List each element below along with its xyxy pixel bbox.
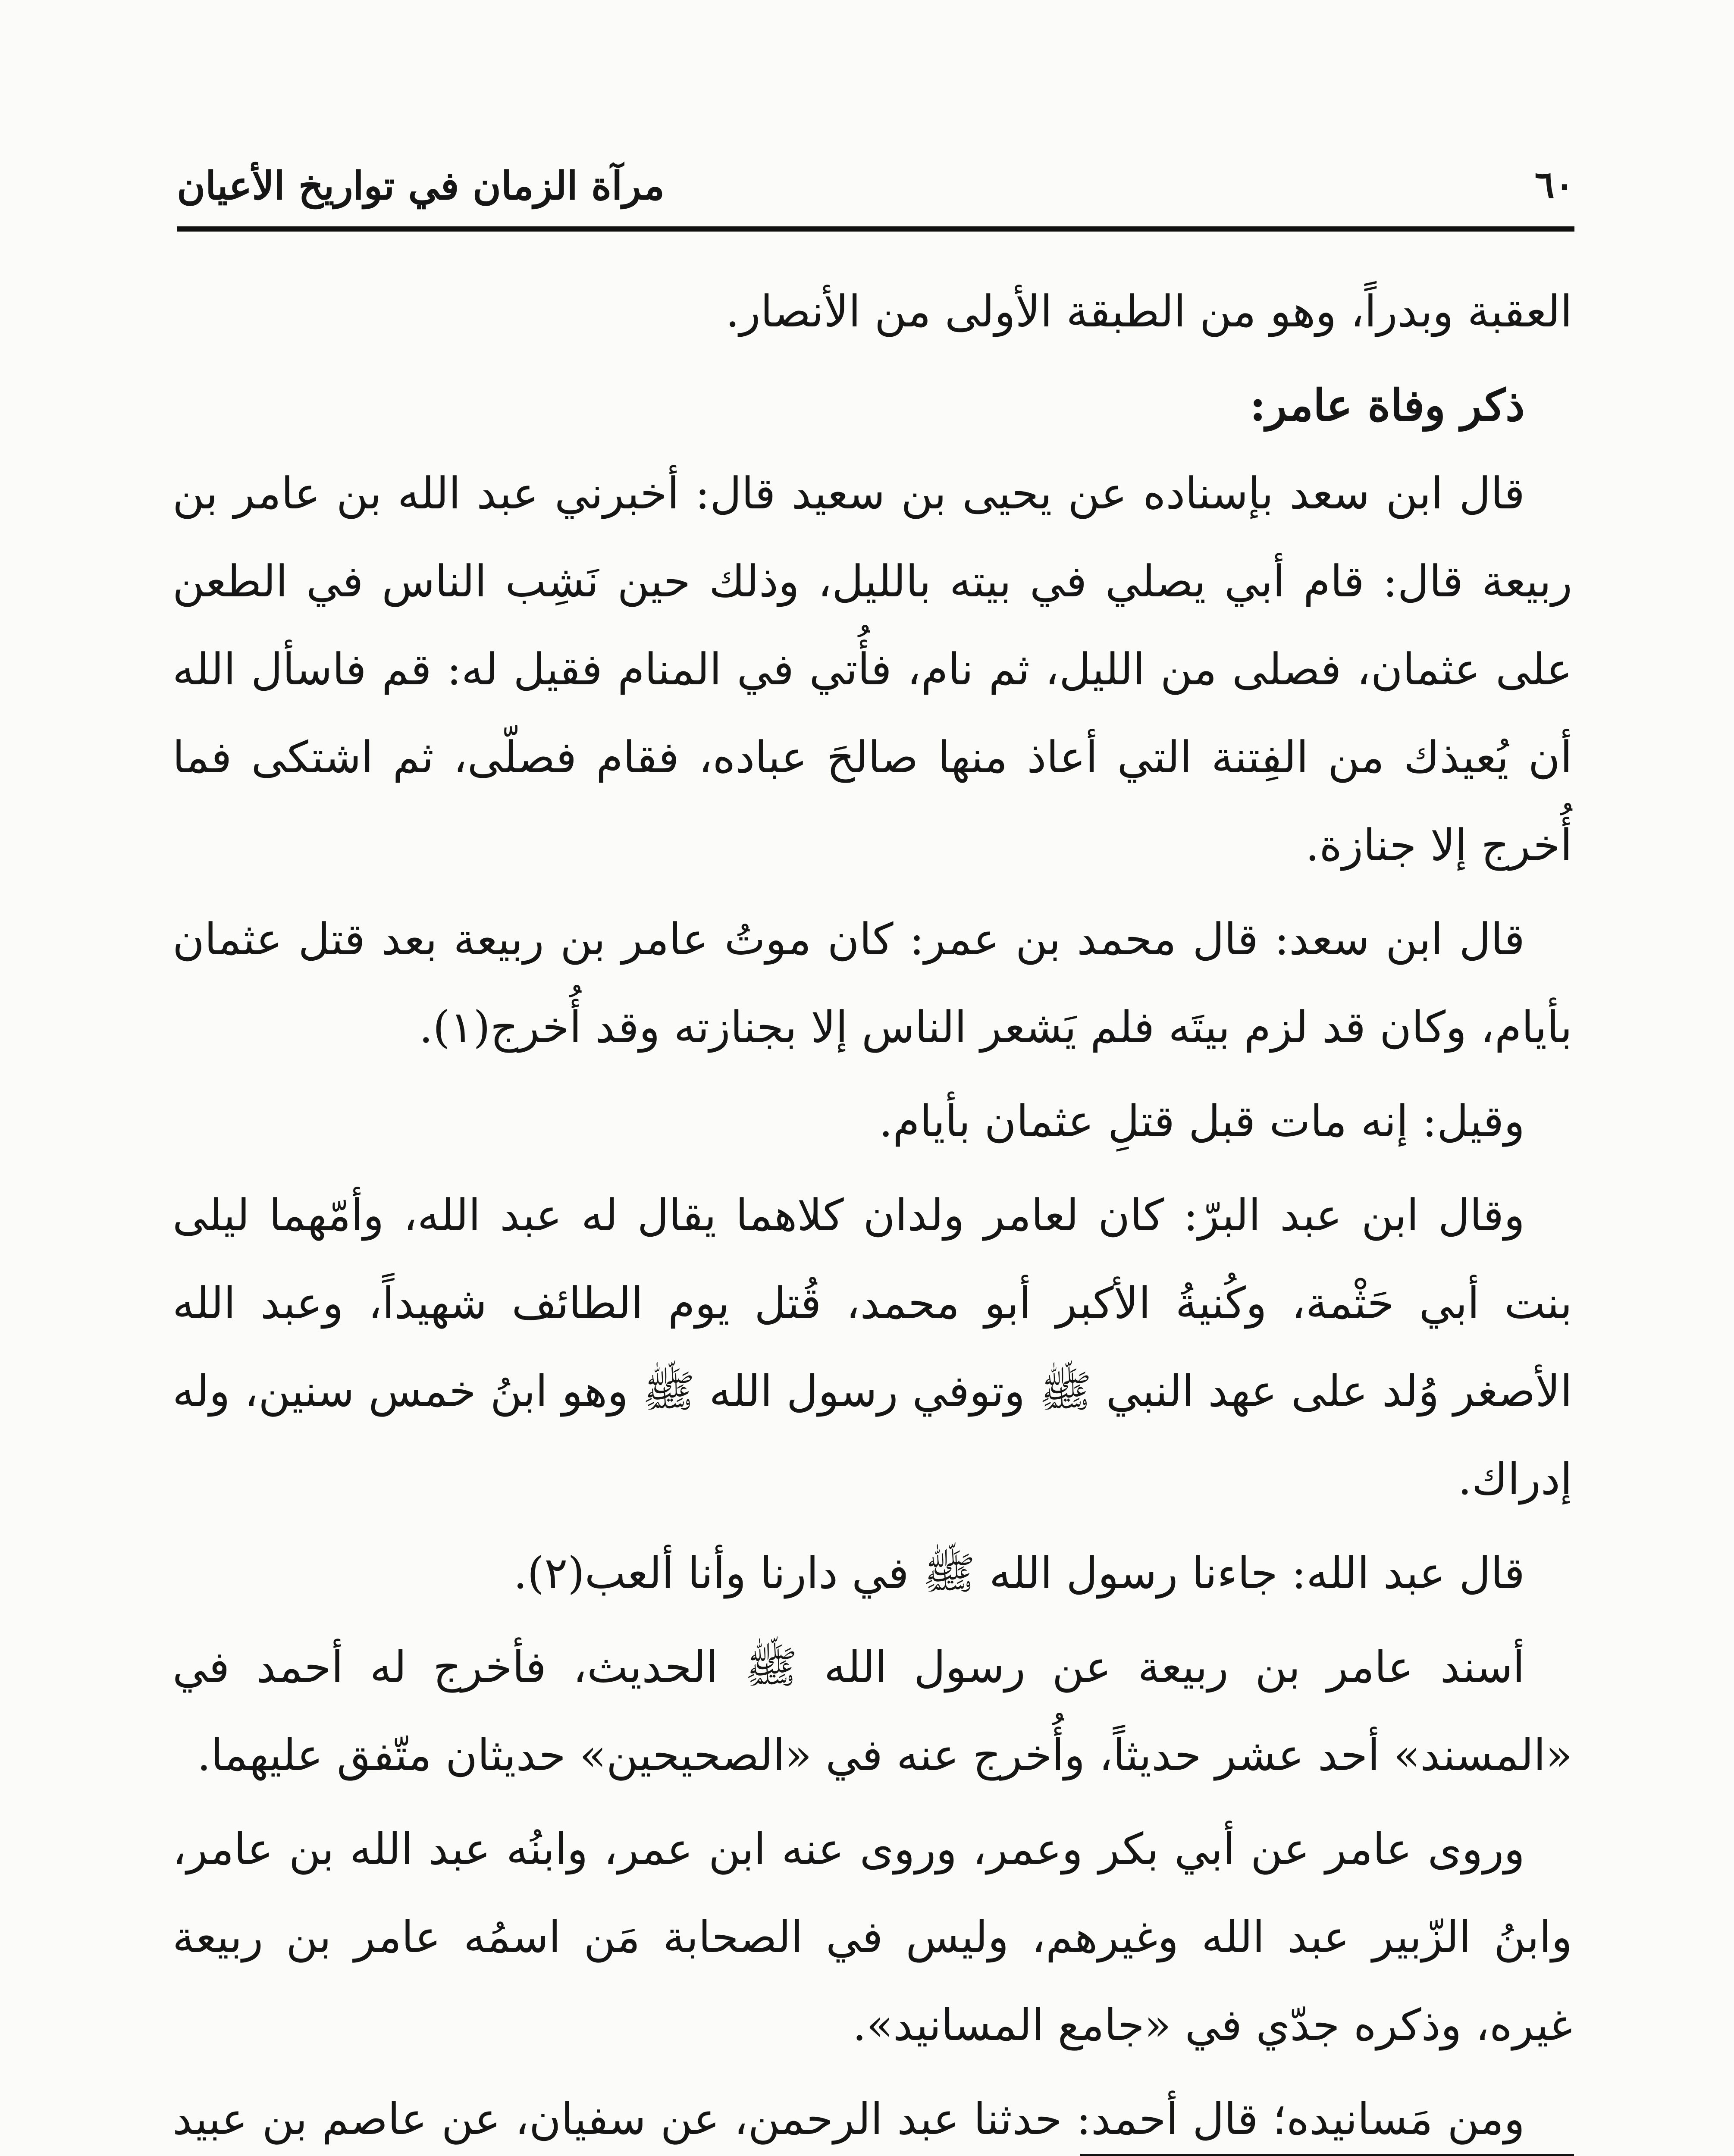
- paragraph: قال ابن سعد: قال محمد بن عمر: كان موتُ عامر بن ربيعة بعد قتل عثمان بأيام، وكان قد لزم بيتَه فلم يَشعر الناس إلا بجنازته وقد أُخرج(١).: [172, 914, 1572, 1053]
- header-rule: [177, 226, 1574, 232]
- paragraph-continuation: العقبة وبدراً، وهو من الطبقة الأولى من الأنصار.: [725, 286, 1572, 337]
- paragraph: وقيل: إنه مات قبل قتلِ عثمان بأيام.: [879, 1096, 1525, 1147]
- paragraph: ومن مَسانيده؛ قال أحمد: حدثنا عبد الرحمن، عن سفيان، عن عاصم بن عبيد: [172, 2093, 1525, 2144]
- paragraph: وروى عامر عن أبي بكر وعمر، وروى عنه ابن عمر، وابنُه عبد الله بن عامر، وابنُ الزّبير عبد الله وغيرهم، وليس في الصحابة مَن اسمُه عامر بن ربيعة غيره، وذكره جدّي في «جامع المسانيد».: [172, 1824, 1572, 2050]
- page-number: ٦٠: [1534, 163, 1574, 207]
- running-header: [177, 159, 1574, 215]
- paragraph: أسند عامر بن ربيعة عن رسول الله ﷺ الحديث، فأخرج له أحمد في «المسند» أحد عشر حديثاً، وأُخرج عنه في «الصحيحين» حديثان متّفق عليهما.: [172, 1642, 1572, 1780]
- paragraph: قال عبد الله: جاءنا رسول الله ﷺ في دارنا وأنا ألعب(٢).: [513, 1548, 1525, 1598]
- paragraph: قال ابن سعد بإسناده عن يحيى بن سعيد قال: أخبرني عبد الله بن عامر بن ربيعة قال: قام أبي يصلي في بيته بالليل، وذلك حين نَشِب الناس في الطعن على عثمان، فصلى من الليل، ثم نام، فأُتي في المنام فقيل له: قم فاسأل الله أن يُعيذك من الفِتنة التي أعاذ منها صالحَ عباده، فقام فصلّى، ثم اشتكى فما أُخرج إلا جنازة.: [172, 468, 1572, 871]
- footnote-separator: [1080, 2154, 1574, 2156]
- book-title: مرآة الزمان في تواريخ الأعيان: [177, 163, 665, 209]
- paragraph: وقال ابن عبد البرّ: كان لعامر ولدان كلاهما يقال له عبد الله، وأمّهما ليلى بنت أبي حَثْمة، وكُنيةُ الأكبر أبو محمد، قُتل يوم الطائف شهيداً، وعبد الله الأصغر وُلد على عهد النبي ﷺ وتوفي رسول الله ﷺ وهو ابنُ خمس سنين، وله إدراك.: [172, 1190, 1572, 1504]
- main-text: [172, 267, 1572, 2156]
- section-heading: ذكر وفاة عامر:: [1249, 379, 1525, 431]
